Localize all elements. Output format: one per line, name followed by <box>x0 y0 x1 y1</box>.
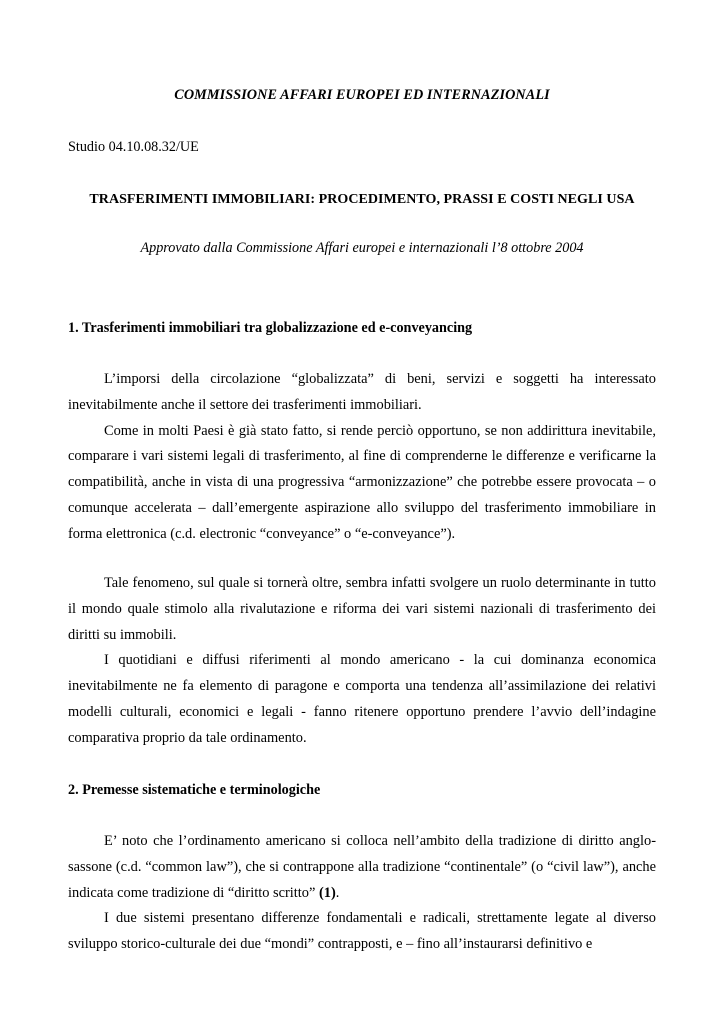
study-title: TRASFERIMENTI IMMOBILIARI: PROCEDIMENTO, PRASSI E COSTI NEGLI USA <box>89 192 635 207</box>
section-1-paragraph-3: Tale fenomeno, sul quale si tornerà oltre, sembra infatti svolgere un ruolo determinante in tutto il mondo quale stimolo alla rivalutazione e riforma dei vari sistemi nazionali di trasferimento dei diritti su immobili. <box>68 575 656 643</box>
section-1-paragraph-2: Come in molti Paesi è già stato fatto, si rende perciò opportuno, se non addirittura inevitabile, comparare i vari sistemi legali di trasferimento, al fine di comprenderne le differenze e verificarne la compatibilità, anche in vista di una progressiva “armonizzazione” che potrebbe essere provocata – o comunque accelerata – dall’emergente aspirazione allo sviluppo del trasferimento immobiliare in forma elettronica (c.d. electronic “conveyance” o “e-conveyance”). <box>68 422 656 542</box>
section-1-body <box>68 367 656 548</box>
section-2-body <box>68 829 656 958</box>
section-1-heading: 1. Trasferimenti immobiliari tra globalizzazione ed e-conveyancing <box>68 320 473 336</box>
section-2-paragraph-1-text: E’ noto che l’ordinamento americano si colloca nell’ambito della tradizione di diritto anglo-sassone (c.d. “common law”), che si contrappone alla tradizione “continentale” (o “civil law”), anche indicata come tradizione di “diritto scritto” <box>68 833 656 901</box>
study-number: Studio 04.10.08.32/UE <box>68 139 199 155</box>
section-2-paragraph-1-end: . <box>335 884 340 901</box>
section-1-paragraph-4: I quotidiani e diffusi riferimenti al mondo americano - la cui dominanza economica inevitabilmente ne fa elemento di paragone e comporta una tendenza all’assimilazione dei relativi modelli culturali, economici e legali - fanno ritenere opportuno prendere l’avvio dell’indagine comparativa proprio da tale ordinamento. <box>68 652 656 746</box>
commission-title: COMMISSIONE AFFARI EUROPEI ED INTERNAZIONALI <box>174 87 550 103</box>
approval-line: Approvato dalla Commissione Affari europei e internazionali l’8 ottobre 2004 <box>140 240 584 256</box>
section-1-paragraph-1: L’imporsi della circolazione “globalizzata” di beni, servizi e soggetti ha interessato inevitabilmente anche il settore dei trasferimenti immobiliari. <box>68 371 656 413</box>
section-1-body-cont <box>68 571 656 752</box>
section-2-heading: 2. Premesse sistematiche e terminologiche <box>68 782 321 798</box>
footnote-ref: (1) <box>318 884 336 901</box>
section-2-paragraph-1 <box>68 829 656 906</box>
section-2-paragraph-2: I due sistemi presentano differenze fondamentali e radicali, strettamente legate al diverso sviluppo storico-culturale dei due “mondi” contrapposti, e – fino all’instaurarsi definitivo e <box>68 910 656 953</box>
